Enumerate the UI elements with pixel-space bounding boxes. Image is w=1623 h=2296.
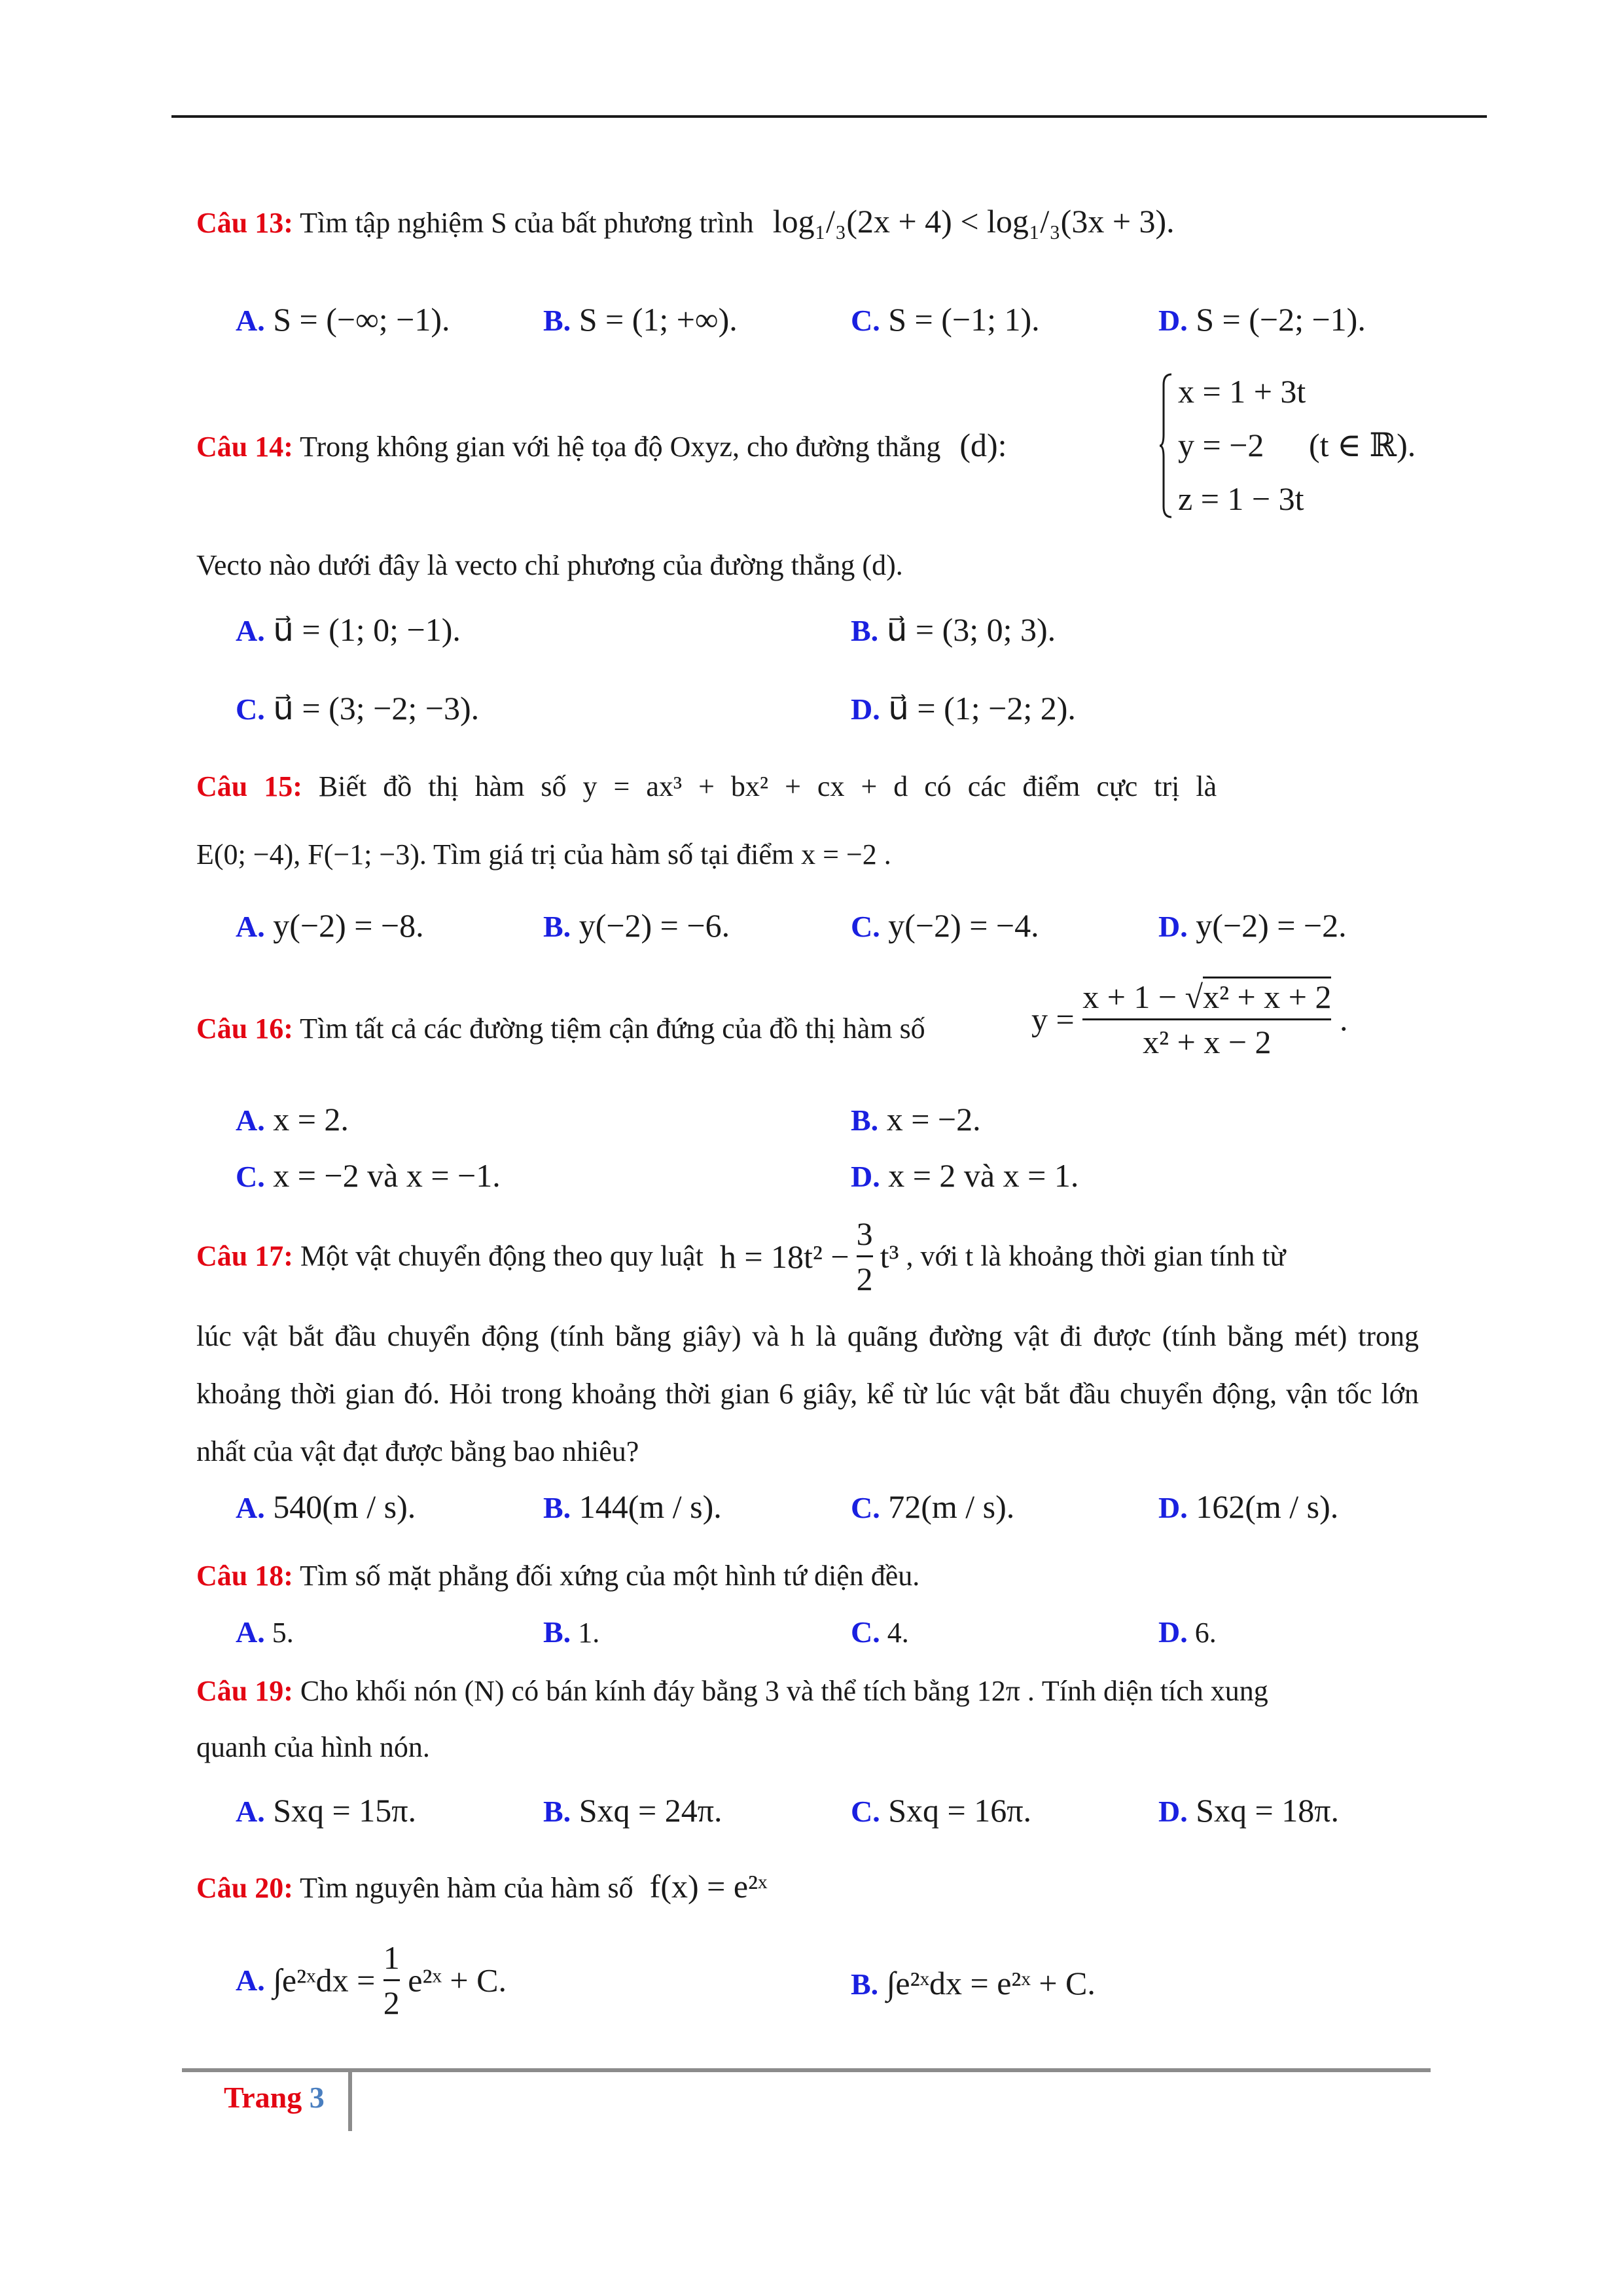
option-15-b[interactable]	[543, 906, 730, 946]
question-text-2: E(0; −4), F(−1; −3). Tìm giá trị của hàm số tại điểm x = −2 .	[196, 838, 891, 870]
option-text: y(−2) = −8.	[273, 907, 424, 944]
option-18-c[interactable]	[851, 1613, 909, 1653]
h-fraction	[857, 1212, 873, 1300]
option-14-c[interactable]	[236, 689, 479, 729]
question-text-after: , với t là khoảng thời gian tính từ	[906, 1240, 1286, 1272]
option-text: S = (1; +∞).	[579, 301, 738, 338]
option-letter: A.	[236, 1964, 265, 1997]
option-text: S = (−2; −1).	[1196, 301, 1366, 338]
question-15	[196, 767, 1217, 806]
option-letter: B.	[543, 304, 571, 337]
option-letter: A.	[236, 1491, 265, 1524]
question-19	[196, 1672, 1268, 1711]
option-15-a[interactable]	[236, 906, 424, 946]
numerator-left: x + 1 −	[1082, 978, 1177, 1015]
option-text: 162(m / s).	[1196, 1488, 1339, 1525]
question-text: Biết đồ thị hàm số y = ax³ + bx² + cx + d có các điểm cực trị là	[318, 770, 1217, 802]
page-number	[224, 2080, 325, 2115]
fraction-denominator: x² + x − 2	[1082, 1018, 1331, 1064]
option-letter: A.	[236, 1103, 265, 1137]
question-math: f(x) = e²ˣ	[649, 1868, 768, 1905]
option-letter: B.	[543, 1795, 571, 1828]
option-letter: D.	[851, 692, 880, 726]
radicand: x² + x + 2	[1203, 977, 1331, 1015]
option-13-c[interactable]	[851, 300, 1040, 340]
question-13	[196, 202, 1175, 243]
question-label: Câu 13:	[196, 207, 293, 239]
option-letter: B.	[851, 614, 879, 647]
fraction-numerator	[1082, 975, 1331, 1018]
option-19-a[interactable]	[236, 1791, 416, 1831]
option-letter: C.	[851, 910, 880, 943]
option-letter: C.	[236, 1160, 265, 1193]
option-text: 540(m / s).	[273, 1488, 416, 1525]
question-16	[196, 1009, 925, 1049]
option-text: Sxq = 24π.	[579, 1792, 722, 1829]
system-row-1: x = 1 + 3t	[1178, 373, 1306, 410]
question-label: Câu 14:	[196, 431, 293, 463]
option-13-b[interactable]	[543, 300, 738, 340]
option-17-b[interactable]	[543, 1487, 722, 1528]
question-text: Một vật chuyển động theo quy luật	[300, 1240, 704, 1272]
question-label: Câu 18:	[196, 1560, 293, 1592]
integral-right: e²ˣ + C.	[408, 1962, 507, 1999]
y-equals: y =	[1031, 1001, 1075, 1038]
option-text: x = 2.	[273, 1101, 349, 1138]
option-text: S = (−1; 1).	[888, 301, 1040, 338]
option-17-d[interactable]	[1158, 1487, 1338, 1528]
option-text: ∫e²ˣdx = e²ˣ + C.	[886, 1965, 1096, 2001]
option-letter: C.	[236, 692, 265, 726]
question-14	[196, 425, 1007, 467]
option-letter: B.	[543, 1615, 571, 1649]
option-letter: D.	[1158, 1615, 1188, 1649]
option-letter: A.	[236, 910, 265, 943]
question-17	[196, 1212, 1285, 1300]
footer-divider	[348, 2072, 352, 2131]
option-letter: A.	[236, 304, 265, 337]
system-param: (t ∈ ℝ).	[1309, 427, 1416, 463]
question-label: Câu 17:	[196, 1240, 293, 1272]
half-fraction	[383, 1936, 400, 2024]
question-label: Câu 19:	[196, 1675, 293, 1707]
option-letter: D.	[1158, 910, 1188, 943]
radical-sign: √	[1185, 978, 1204, 1015]
h-right: t³	[880, 1238, 899, 1275]
question-text: Tìm tập nghiệm S của bất phương trình	[300, 207, 754, 239]
page-number-value: 3	[309, 2081, 325, 2114]
fraction-numerator: 3	[856, 1215, 873, 1252]
option-16-b[interactable]	[851, 1100, 981, 1140]
option-19-d[interactable]	[1158, 1791, 1339, 1831]
option-letter: B.	[851, 1103, 879, 1137]
fraction-denominator: 2	[857, 1255, 873, 1300]
option-text: y(−2) = −6.	[579, 907, 730, 944]
option-letter: A.	[236, 614, 265, 647]
option-15-d[interactable]	[1158, 906, 1347, 946]
option-letter: B.	[543, 1491, 571, 1524]
option-letter: C.	[851, 1795, 880, 1828]
option-14-b[interactable]	[851, 610, 1056, 651]
question-text-2: lúc vật bắt đầu chuyển động (tính bằng giây) và h là quãng đường vật đi được (tính bằng mét) trong khoảng thời gian đó. Hỏi trong khoảng thời gian 6 giây, kể từ lúc vật bắt đầu chuyển động, vận tốc lớn nhất của vật đạt được bằng bao nhiêu?	[196, 1320, 1419, 1467]
option-16-a[interactable]	[236, 1100, 349, 1140]
option-16-c[interactable]	[236, 1156, 501, 1196]
h-left: h = 18t² −	[719, 1238, 849, 1275]
option-text: Sxq = 15π.	[273, 1792, 416, 1829]
option-17-c[interactable]	[851, 1487, 1014, 1528]
question-text: Tìm nguyên hàm của hàm số	[300, 1872, 633, 1904]
fraction-denominator: 2	[383, 1979, 400, 2024]
option-letter: B.	[543, 910, 571, 943]
function-expression	[1031, 975, 1347, 1064]
footer-rule	[182, 2068, 1431, 2072]
option-text: x = 2 và x = 1.	[888, 1157, 1079, 1194]
question-text: Tìm số mặt phẳng đối xứng của một hình tứ diện đều.	[300, 1560, 920, 1592]
option-19-b[interactable]	[543, 1791, 722, 1831]
header-rule	[171, 115, 1487, 118]
integral-left: ∫e²ˣdx =	[273, 1962, 376, 1999]
option-18-a[interactable]	[236, 1613, 294, 1653]
option-text: Sxq = 18π.	[1196, 1792, 1339, 1829]
option-text: 5.	[272, 1617, 294, 1649]
question-20	[196, 1867, 767, 1908]
option-letter: B.	[851, 1967, 879, 2001]
question-text: Tìm tất cả các đường tiệm cận đứng của đồ thị hàm số	[300, 1013, 925, 1045]
system-row-3: z = 1 − 3t	[1178, 480, 1304, 517]
option-letter: C.	[851, 1491, 880, 1524]
system-row-2: y = −2	[1178, 427, 1264, 463]
option-letter: A.	[236, 1795, 265, 1828]
question-text-2: quanh của hình nón.	[196, 1731, 430, 1763]
option-text: u⃗ = (3; −2; −3).	[273, 690, 480, 726]
option-text: y(−2) = −4.	[888, 907, 1039, 944]
option-text: u⃗ = (1; 0; −1).	[273, 611, 461, 648]
option-text: 4.	[887, 1617, 909, 1649]
option-18-d[interactable]	[1158, 1613, 1217, 1653]
question-text: Trong không gian với hệ tọa độ Oxyz, cho đường thẳng	[300, 431, 941, 463]
option-text: y(−2) = −2.	[1196, 907, 1347, 944]
option-letter: C.	[851, 1615, 880, 1649]
question-text: Cho khối nón (N) có bán kính đáy bằng 3 và thể tích bằng 12π . Tính diện tích xung	[300, 1675, 1268, 1707]
option-18-b[interactable]	[543, 1613, 599, 1653]
option-text: 1.	[578, 1617, 600, 1649]
question-label: Câu 15:	[196, 770, 302, 802]
page-label: Trang	[224, 2081, 302, 2114]
option-14-d[interactable]	[851, 689, 1076, 729]
option-letter: C.	[851, 304, 880, 337]
option-text: S = (−∞; −1).	[273, 301, 450, 338]
radical-fraction	[1082, 975, 1331, 1064]
question-label: Câu 16:	[196, 1013, 293, 1045]
option-13-d[interactable]	[1158, 300, 1366, 340]
option-17-a[interactable]	[236, 1487, 416, 1528]
option-20-a[interactable]	[236, 1936, 507, 2024]
option-19-c[interactable]	[851, 1791, 1031, 1831]
question-math: log₁/₃(2x + 4) < log₁/₃(3x + 3).	[772, 203, 1175, 240]
option-letter: D.	[851, 1160, 880, 1193]
option-letter: D.	[1158, 1795, 1188, 1828]
system-brace	[1158, 372, 1173, 520]
option-text: u⃗ = (1; −2; 2).	[888, 690, 1076, 726]
question-text-2: Vecto nào dưới đây là vecto chỉ phương của đường thẳng (d).	[196, 549, 903, 581]
option-15-c[interactable]	[851, 906, 1039, 946]
option-letter: D.	[1158, 1491, 1188, 1524]
option-text: 6.	[1194, 1617, 1217, 1649]
option-20-b[interactable]	[851, 1964, 1096, 2004]
option-14-a[interactable]	[236, 610, 461, 651]
question-18	[196, 1556, 919, 1596]
option-16-d[interactable]	[851, 1156, 1079, 1196]
question-label: Câu 20:	[196, 1872, 293, 1904]
option-text: Sxq = 16π.	[888, 1792, 1031, 1829]
option-13-a[interactable]	[236, 300, 450, 340]
option-letter: A.	[236, 1615, 265, 1649]
option-text: 72(m / s).	[888, 1488, 1015, 1525]
line-name: (d):	[959, 427, 1007, 463]
option-text: u⃗ = (3; 0; 3).	[886, 611, 1056, 648]
expression-end: .	[1339, 1001, 1348, 1038]
option-text: 144(m / s).	[579, 1488, 722, 1525]
fraction-numerator: 1	[383, 1939, 400, 1976]
option-letter: D.	[1158, 304, 1188, 337]
option-text: x = −2.	[886, 1101, 981, 1138]
option-text: x = −2 và x = −1.	[273, 1157, 501, 1194]
